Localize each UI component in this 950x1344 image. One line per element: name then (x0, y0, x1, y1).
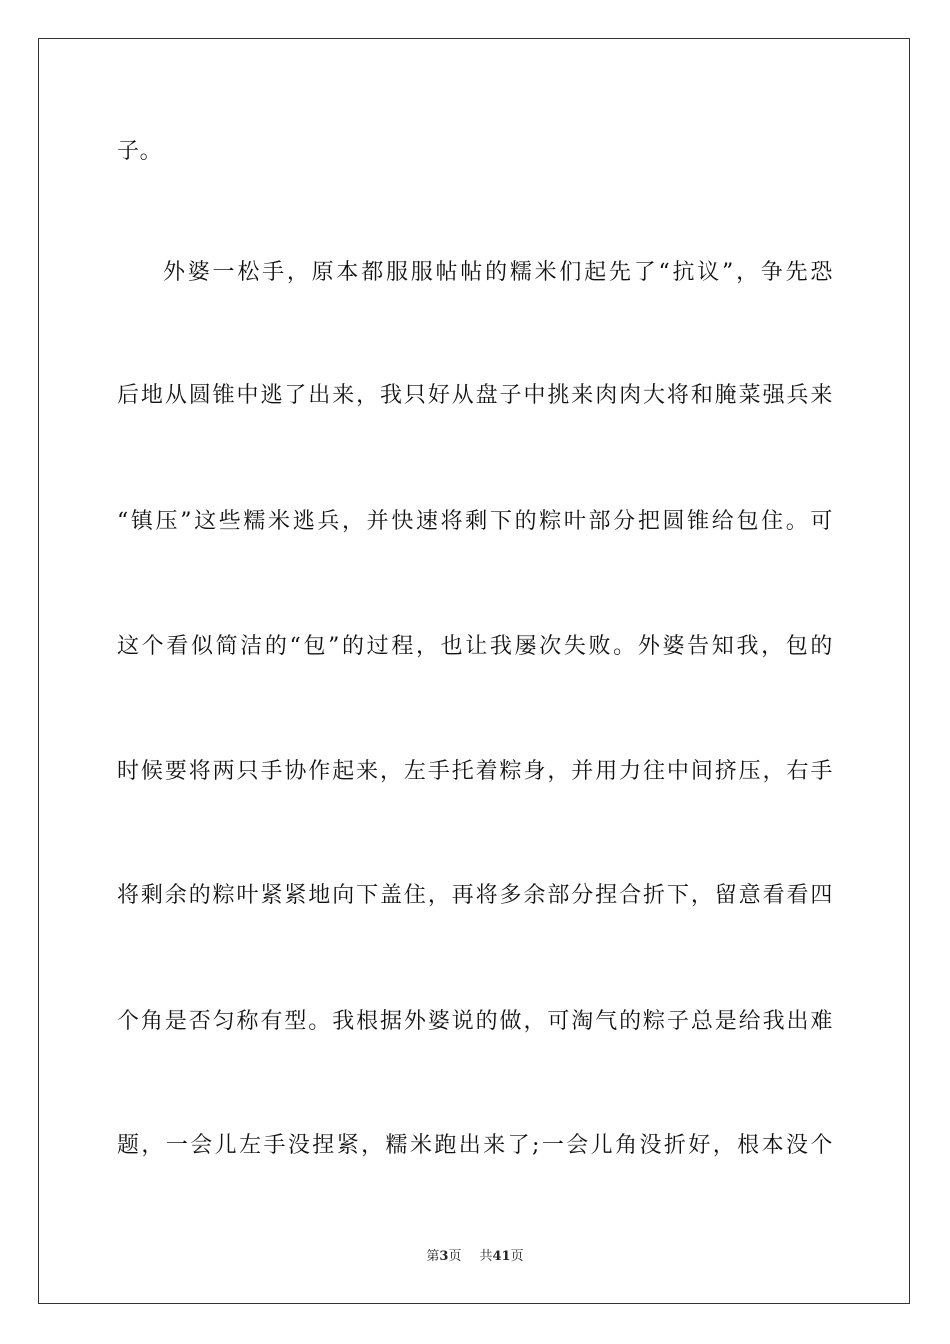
total-prefix: 共 (479, 1249, 493, 1264)
text-line-2: 外婆一松手，原本都服服帖帖的糯米们起先了“抗议”，争先恐 (163, 260, 833, 285)
text-line-8: 个角是否匀称有型。我根据外婆说的做，可淘气的粽子总是给我出难 (117, 1009, 833, 1034)
text-line-3: 后地从圆锥中逃了出来，我只好从盘子中挑来肉肉大将和腌菜强兵来 (117, 383, 833, 408)
text-line-4: “镇压”这些糯米逃兵，并快速将剩下的粽叶部分把圆锥给包住。可 (117, 509, 833, 534)
page-prefix: 第 (426, 1249, 440, 1264)
text-line-6: 时候要将两只手协作起来，左手托着粽身，并用力往中间挤压，右手 (117, 759, 833, 784)
text-line-9: 题，一会儿左手没捏紧，糯米跑出来了;一会儿角没折好，根本没个 (117, 1133, 833, 1158)
page-number: 3 (439, 1249, 449, 1264)
total-pages: 41 (492, 1249, 511, 1264)
page-suffix: 页 (448, 1249, 462, 1264)
page-border (38, 38, 910, 1304)
text-line-5: 这个看似简洁的“包”的过程，也让我屡次失败。外婆告知我，包的 (117, 634, 833, 659)
text-line-1: 子。 (117, 139, 163, 164)
total-suffix: 页 (510, 1249, 524, 1264)
text-line-7: 将剩余的粽叶紧紧地向下盖住，再将多余部分捏合折下，留意看看四 (117, 883, 833, 908)
page-footer (0, 1248, 950, 1266)
